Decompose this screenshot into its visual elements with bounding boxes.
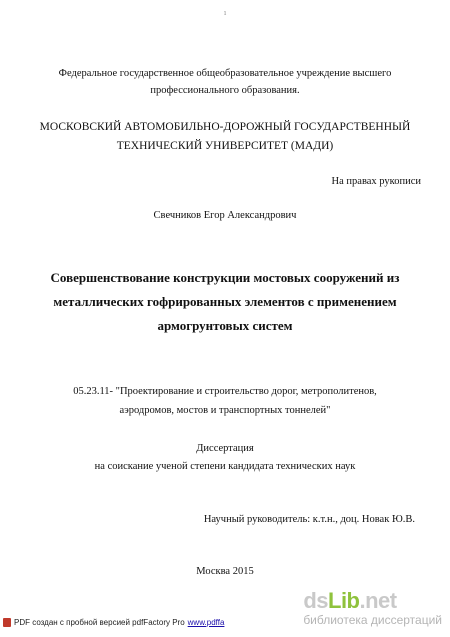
- title-line: армогрунтовых систем: [157, 318, 293, 333]
- logo-part-ds: ds: [303, 588, 328, 613]
- dslib-watermark: [303, 590, 442, 627]
- university-line: МОСКОВСКИЙ АВТОМОБИЛЬНО-ДОРОЖНЫЙ ГОСУДАРСТВЕННЫЙ: [39, 121, 411, 133]
- logo-part-lib: Lib: [328, 588, 360, 613]
- pdf-factory-link[interactable]: www.pdffa: [187, 618, 225, 627]
- organization-header: [0, 65, 450, 99]
- dslib-tagline: библиотека диссертаций: [303, 613, 442, 627]
- scientific-advisor: Научный руководитель: к.т.н., доц. Новак Ю.В.: [203, 514, 415, 525]
- organization-line: Федеральное государственное общеобразовательное учреждение высшего: [58, 68, 392, 79]
- university-name: [0, 118, 450, 156]
- degree-line: Диссертация: [196, 443, 254, 454]
- city-year: Москва 2015: [196, 566, 254, 577]
- specialty-code: [0, 382, 450, 420]
- page-footer: [0, 588, 450, 637]
- organization-line: профессионального образования.: [150, 85, 300, 96]
- dissertation-title: [0, 266, 450, 338]
- dissertation-degree: [0, 440, 450, 476]
- title-line: Совершенствование конструкции мостовых сооружений из: [50, 270, 400, 285]
- university-line: ТЕХНИЧЕСКИЙ УНИВЕРСИТЕТ (МАДИ): [116, 140, 334, 152]
- specialty-line: аэродромов, мостов и транспортных тоннелей": [119, 405, 331, 416]
- pdf-note-text: PDF создан с пробной версией pdfFactory Pro: [14, 618, 185, 627]
- title-line: металлических гофрированных элементов с применением: [53, 294, 397, 309]
- dslib-logo: [303, 590, 442, 612]
- page-number: 1: [223, 11, 227, 17]
- pdf-icon: [3, 618, 11, 627]
- specialty-line: 05.23.11- "Проектирование и строительство дорог, метрополитенов,: [73, 386, 377, 397]
- author-name: Свечников Егор Александрович: [153, 210, 297, 221]
- rights-note: На правах рукописи: [331, 176, 421, 187]
- degree-line: на соискание ученой степени кандидата технических наук: [94, 461, 356, 472]
- pdf-factory-note: [3, 618, 224, 627]
- logo-part-net: .net: [359, 588, 397, 613]
